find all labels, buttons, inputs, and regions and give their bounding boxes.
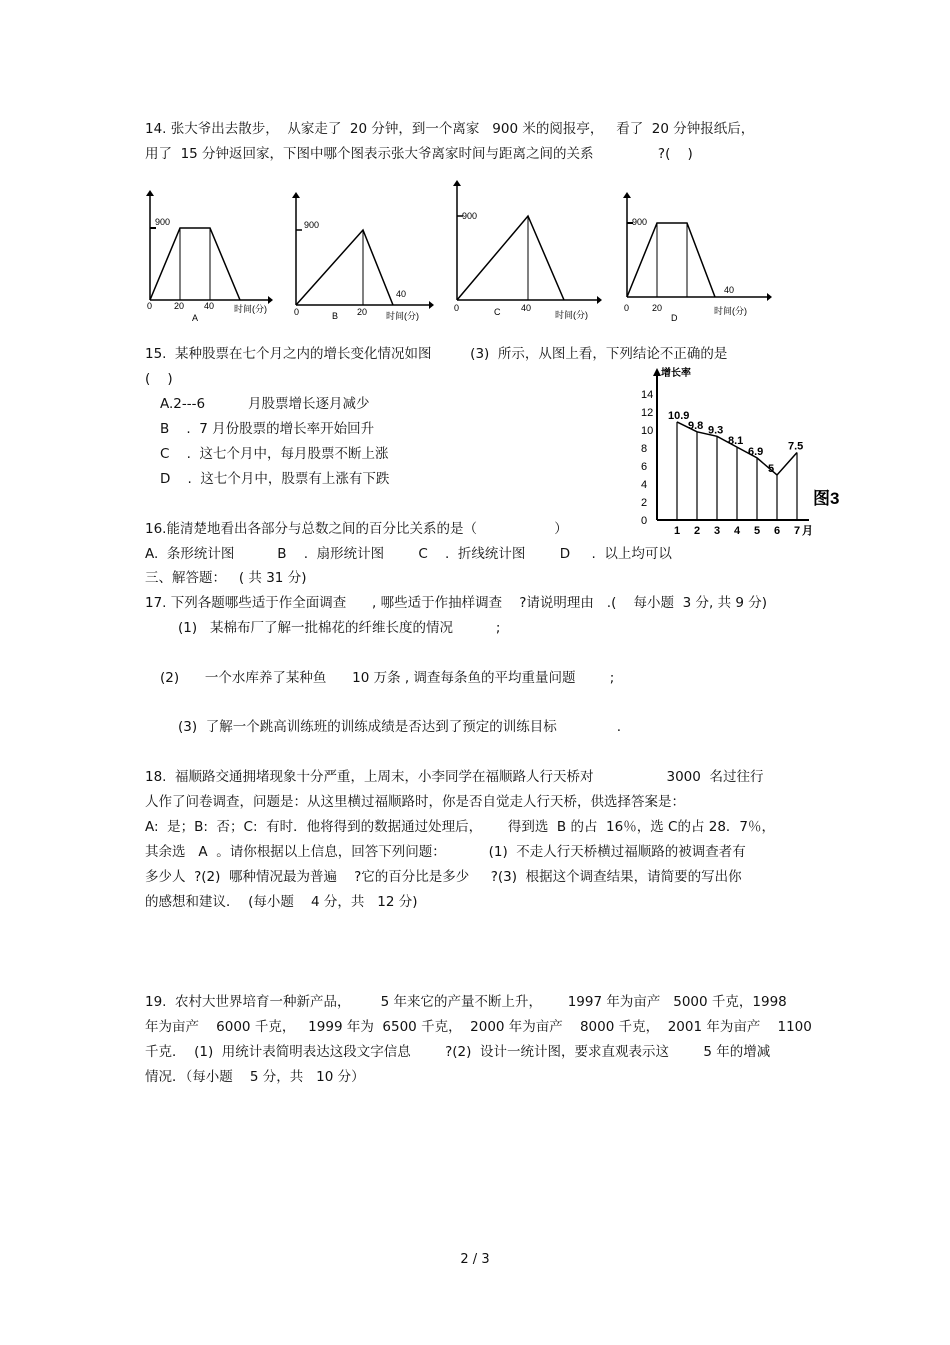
chart-y-tick: 2	[641, 497, 648, 509]
chart-x-tick: 5	[754, 525, 761, 537]
graph-b-xlabel: 时间(分)	[386, 311, 419, 321]
growth-rate-chart	[625, 362, 850, 542]
graph-b-label: B	[332, 311, 339, 321]
q19-line-2: 年为亩产 6000 千克， 1999 年为 6500 千克， 2000 年为亩产 8000 千克， 2001 年为亩产 1100	[145, 1019, 812, 1035]
q15-option-a: A.2---6 月股票增长逐月减少	[160, 396, 370, 412]
q17-item-1: (1) 某棉布厂了解一批棉花的纤维长度的情况 ;	[178, 620, 501, 636]
q14-line-1: 14. 张大爷出去散步， 从家走了 20 分钟，到一个离家 900 米的阅报亭， 看了 20 分钟报纸后，	[145, 121, 755, 137]
graph-c-xlabel: 时间(分)	[555, 310, 588, 320]
graph-a-label: A	[192, 313, 199, 323]
section-3-heading: 三、解答题： ( 共 31 分)	[145, 570, 307, 586]
chart-y-tick: 6	[641, 461, 648, 473]
chart-y-arrow	[653, 368, 661, 376]
q17-line-1: 17. 下列各题哪些适于作全面调查 , 哪些适于作抽样调查 ?请说明理由 .( 每小题 3 分, 共 9 分)	[145, 595, 768, 611]
chart-data-label: 6.9	[748, 445, 764, 458]
chart-x-tick: 6	[774, 525, 781, 537]
q18-line-6: 的感想和建议． (每小题 4 分，共 12 分)	[145, 894, 418, 910]
graph-d-xlabel: 时间(分)	[714, 306, 747, 316]
q15-option-d: D . 这七个月中，股票有上涨有下跌	[160, 471, 390, 487]
chart-y-tick: 10	[641, 425, 654, 437]
graph-d-tick-40: 40	[724, 285, 735, 295]
graph-d-label: D	[671, 313, 678, 323]
q19-line-3: 千克． (1) 用统计表简明表达这段文字信息 ?(2) 设计一统计图，要求直观表示这 5 年的增减	[145, 1044, 771, 1060]
q17-item-2: (2) 一个水库养了某种鱼 10 万条 , 调查每条鱼的平均重量问题 ;	[160, 670, 615, 686]
q18-line-2: 人作了问卷调查，问题是：从这里横过福顺路时，你是否自觉走人行天桥，供选择答案是：	[145, 794, 685, 810]
graph-a-xlabel: 时间(分)	[234, 304, 267, 314]
graph-a-tick-0: 0	[147, 301, 153, 311]
graph-b-tick-40: 40	[396, 289, 407, 299]
graph-d-ylabel: 900	[632, 217, 648, 227]
chart-data-label: 8.1	[728, 435, 744, 448]
q19-line-4: 情况．（每小题 5 分，共 10 分）	[145, 1069, 365, 1085]
graph-b-ylabel: 900	[304, 220, 320, 230]
q15-option-b: B . 7 月份股票的增长率开始回升	[160, 421, 375, 437]
q14-line-2: 用了 15 分钟返回家，下图中哪个图表示张大爷离家时间与距离之间的关系 ?( )	[145, 146, 693, 162]
graph-d	[617, 190, 777, 328]
chart-data-label: 7.5	[788, 440, 804, 453]
chart-y-tick: 4	[641, 479, 648, 491]
graph-b	[286, 190, 436, 328]
graph-a-tick-40: 40	[204, 301, 215, 311]
graph-d-tick-0: 0	[624, 303, 630, 313]
graph-a-ylabel: 900	[155, 217, 171, 227]
chart-title: 图3	[813, 489, 840, 508]
chart-x-tick: 4	[734, 525, 741, 537]
q17-item-3: (3) 了解一个跳高训练班的训练成绩是否达到了预定的训练目标 .	[178, 719, 622, 735]
q15-line-1: 15. 某种股票在七个月之内的增长变化情况如图 (3) 所示，从图上看，下列结论不正确的是	[145, 346, 728, 362]
q16-line-1: 16.能清楚地看出各部分与总数之间的百分比关系的是（ ）	[145, 521, 568, 537]
chart-y-tick: 8	[641, 443, 648, 455]
q15-line-2: ( )	[145, 371, 173, 387]
graph-c-tick-0: 0	[454, 303, 460, 313]
chart-y-tick: 12	[641, 407, 654, 419]
chart-data-label: 9.8	[688, 419, 704, 432]
page-number: 2 / 3	[460, 1252, 490, 1267]
q18-line-5: 多少人 ?(2) 哪种情况最为普遍 ?它的百分比是多少 ?(3) 根据这个调查结果，请简要的写出你	[145, 869, 742, 885]
chart-x-tick: 2	[694, 525, 701, 537]
chart-x-tick: 3	[714, 525, 721, 537]
q18-line-3: A: 是；B: 否；C: 有时．他将得到的数据通过处理后， 得到选 B 的占 16％，选 C的占 28．7％，	[145, 819, 775, 835]
q18-line-1: 18. 福顺路交通拥堵现象十分严重，上周末，小李同学在福顺路人行天桥对 3000 名过往行	[145, 769, 764, 785]
q19-line-1: 19. 农村大世界培育一种新产品， 5 年来它的产量不断上升， 1997 年为亩产 5000 千克，1998	[145, 994, 787, 1010]
q18-line-4: 其余选 A 。请你根据以上信息，回答下列问题： (1) 不走人行天桥横过福顺路的被调查者有	[145, 844, 746, 860]
chart-x-tick: 7	[794, 525, 801, 537]
chart-y-tick: 0	[641, 515, 648, 527]
graph-a-tick-20: 20	[174, 301, 185, 311]
graph-c-ylabel: 900	[462, 211, 478, 221]
graph-b-tick-20: 20	[357, 307, 368, 317]
graph-c	[447, 178, 607, 328]
graph-d-tick-20: 20	[652, 303, 663, 313]
chart-data-label: 9.3	[708, 424, 724, 437]
chart-x-tick: 1	[674, 525, 681, 537]
chart-data-label: 10.9	[668, 409, 690, 422]
graph-a	[138, 188, 273, 328]
graph-c-tick-40: 40	[521, 303, 532, 313]
chart-y-label: 增长率	[661, 368, 691, 379]
graph-c-label: C	[494, 307, 501, 317]
chart-x-label: 月	[802, 525, 813, 537]
chart-data-label: 5	[768, 463, 775, 475]
q15-option-c: C . 这七个月中，每月股票不断上涨	[160, 446, 389, 462]
graph-b-tick-0: 0	[294, 307, 300, 317]
q16-line-2: A. 条形统计图 B . 扇形统计图 C . 折线统计图 D . 以上均可以	[145, 546, 672, 562]
chart-y-tick: 14	[641, 389, 654, 401]
